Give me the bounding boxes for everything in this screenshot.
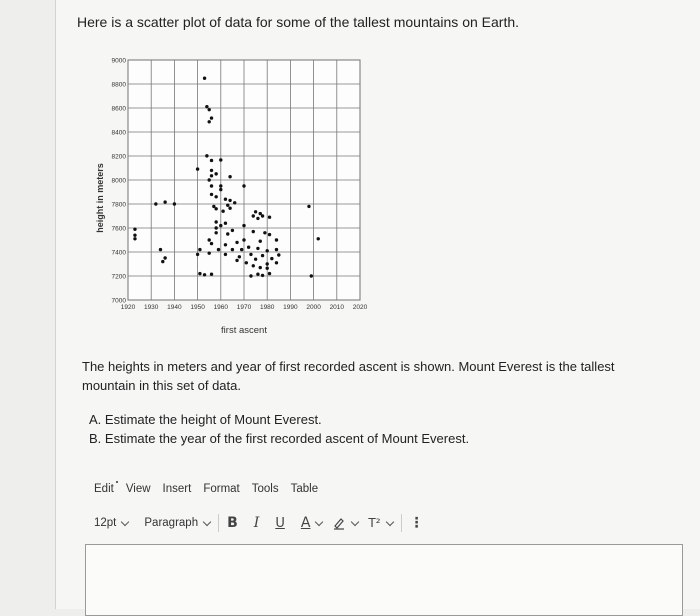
data-point [214, 172, 217, 175]
data-point [210, 273, 213, 276]
x-tick-label: 1990 [283, 304, 298, 311]
data-point [133, 228, 136, 231]
data-point [228, 199, 231, 202]
data-point [210, 242, 213, 245]
x-tick-label: 1970 [236, 304, 252, 311]
x-tick-label: 2010 [329, 304, 345, 311]
x-tick-label: 1940 [167, 304, 182, 311]
data-point [307, 205, 310, 208]
data-point [256, 217, 259, 220]
data-point [214, 220, 217, 223]
chevron-down-icon [385, 517, 393, 525]
data-point [208, 108, 211, 111]
data-point [310, 274, 313, 277]
y-tick-label: 8000 [111, 177, 126, 185]
chevron-down-icon [315, 517, 323, 525]
data-point [231, 248, 234, 251]
y-tick-label: 7600 [111, 225, 126, 233]
editor-menubar [94, 483, 330, 495]
data-point [242, 224, 245, 227]
data-point [317, 237, 320, 240]
data-point [214, 195, 217, 198]
scatter-chart [90, 48, 380, 340]
italic-button[interactable]: I [253, 515, 260, 531]
highlight-color-button[interactable] [332, 516, 358, 530]
data-point [252, 230, 255, 233]
data-point [163, 200, 166, 203]
data-point [205, 154, 208, 157]
data-point [266, 249, 269, 252]
menu-view[interactable]: View [125, 483, 151, 495]
y-tick-label: 7200 [111, 273, 126, 281]
block-format-select[interactable] [144, 517, 210, 529]
data-point [224, 253, 227, 256]
data-point [208, 120, 211, 123]
data-point [268, 216, 271, 219]
part-b-text: B. Estimate the year of the first recorded ascent of Mount Everest. [89, 431, 470, 446]
y-tick-label: 8200 [111, 153, 126, 161]
bold-button[interactable]: B [227, 515, 238, 531]
data-point [252, 214, 255, 217]
more-options-icon[interactable]: ⋮ [409, 515, 424, 531]
data-point [214, 226, 217, 229]
data-point [261, 254, 264, 257]
data-point [238, 255, 241, 258]
data-point [228, 207, 231, 210]
underline-button[interactable]: U [275, 515, 285, 531]
data-point [261, 214, 264, 217]
data-point [256, 273, 259, 276]
data-point [268, 272, 271, 275]
data-point [270, 257, 273, 260]
part-a-text: A. Estimate the height of Mount Everest. [89, 412, 322, 427]
data-point [275, 248, 278, 251]
data-point [203, 273, 206, 276]
data-point [210, 116, 213, 119]
data-point [208, 178, 211, 181]
answer-editor[interactable] [85, 544, 683, 616]
data-point [161, 260, 164, 263]
data-point [233, 201, 236, 204]
data-point [254, 258, 257, 261]
menu-edit[interactable]: Edit [94, 483, 114, 495]
data-point [224, 198, 227, 201]
data-point [163, 256, 166, 259]
y-tick-label: 7800 [111, 201, 126, 209]
data-point [240, 248, 243, 251]
data-point [198, 272, 201, 275]
data-point [219, 184, 222, 187]
x-tick-label: 1930 [143, 304, 159, 311]
data-point [268, 233, 271, 236]
data-point [228, 175, 231, 178]
data-point [235, 259, 238, 262]
data-point [226, 204, 229, 207]
data-point [210, 159, 213, 162]
text-color-icon: A [300, 515, 311, 531]
data-point [247, 246, 250, 249]
data-point [219, 188, 222, 191]
data-point [256, 247, 259, 250]
y-tick-label: 8800 [111, 81, 126, 89]
y-tick-label: 8400 [111, 129, 126, 137]
question-parts [89, 410, 469, 448]
data-point [210, 174, 213, 177]
menu-format[interactable]: Format [203, 483, 240, 495]
data-point [249, 253, 252, 256]
chevron-down-icon [121, 517, 129, 525]
font-size-value: 12pt [94, 517, 117, 529]
toolbar-divider [218, 514, 219, 532]
data-point [133, 234, 136, 237]
data-point [275, 261, 278, 264]
data-point [261, 274, 264, 277]
data-point [252, 264, 255, 267]
menu-tools[interactable]: Tools [251, 483, 279, 495]
data-point [277, 253, 280, 256]
data-point [208, 252, 211, 255]
data-point [208, 238, 211, 241]
data-point [275, 238, 278, 241]
data-point [224, 222, 227, 225]
x-tick-label: 2000 [306, 304, 321, 311]
data-point [263, 231, 266, 234]
x-tick-label: 1950 [190, 304, 205, 311]
data-point [266, 262, 269, 265]
data-point [159, 248, 162, 251]
data-point [173, 202, 176, 205]
data-point [259, 266, 262, 269]
data-point [214, 231, 217, 234]
data-point [224, 243, 227, 246]
data-point [196, 167, 199, 170]
data-point [242, 238, 245, 241]
data-point [249, 274, 252, 277]
x-tick-label: 1920 [120, 304, 136, 311]
data-point [198, 248, 201, 251]
menu-insert[interactable]: Insert [162, 483, 192, 495]
data-point [259, 240, 262, 243]
data-point [196, 253, 199, 256]
data-point [242, 184, 245, 187]
data-point [231, 229, 234, 232]
x-tick-label: 1960 [213, 304, 229, 311]
data-point [203, 77, 206, 80]
data-point [154, 202, 157, 205]
x-axis-label: first ascent [221, 325, 267, 336]
data-point [210, 169, 213, 172]
data-point [205, 105, 208, 108]
y-axis-label: height in meters [95, 163, 105, 233]
data-point [133, 237, 136, 240]
chart-grid [128, 60, 360, 300]
editor-toolbar [94, 514, 440, 532]
menu-table[interactable]: Table [290, 483, 319, 495]
intro-text: Here is a scatter plot of data for some of the tallest mountains on Earth. [77, 14, 520, 30]
data-point [219, 158, 222, 161]
question-text: The heights in meters and year of first recorded ascent is shown. Mount Everest is the tallest mountain in this set of data. [82, 359, 615, 393]
superscript-button[interactable] [368, 516, 392, 530]
text-color-button[interactable] [301, 515, 323, 531]
chevron-down-icon [203, 517, 211, 525]
data-point [245, 261, 248, 264]
superscript-icon: T² [368, 516, 381, 530]
x-tick-label: 2020 [352, 304, 368, 311]
block-format-value: Paragraph [144, 517, 199, 529]
x-tick-label: 1980 [259, 304, 275, 311]
data-point [214, 207, 217, 210]
data-point [217, 248, 220, 251]
font-size-select[interactable] [94, 517, 128, 529]
y-tick-label: 8600 [111, 105, 126, 113]
y-tick-label: 7000 [111, 297, 126, 305]
data-point [219, 224, 222, 227]
data-point [226, 232, 229, 235]
highlighter-icon [332, 516, 346, 530]
y-tick-label: 7400 [111, 249, 126, 257]
data-point [221, 210, 224, 213]
data-point [210, 184, 213, 187]
chevron-down-icon [351, 517, 359, 525]
data-point [266, 267, 269, 270]
y-tick-label: 9000 [111, 57, 126, 65]
data-point [254, 210, 257, 213]
data-point [210, 193, 213, 196]
toolbar-divider [401, 514, 402, 532]
data-point [235, 241, 238, 244]
